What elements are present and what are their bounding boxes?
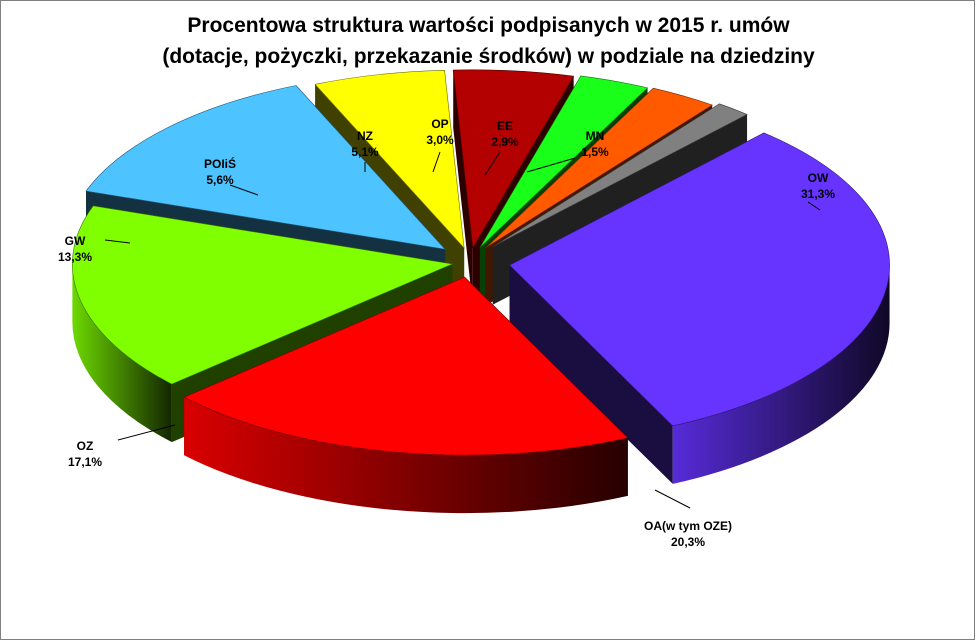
slice-label: OA(w tym OZE)	[643, 519, 733, 533]
slice-label: POIiŚ	[203, 157, 237, 171]
slice-value-label: 31,3%	[800, 187, 836, 201]
slice-label: OP	[431, 117, 449, 131]
slice-label: OW	[807, 171, 829, 185]
slice-label: OZ	[76, 439, 94, 453]
slice-label: EE	[496, 119, 514, 133]
slice-value-label: 2,9%	[491, 135, 519, 149]
chart-subtitle: (dotacje, pożyczki, przekazanie środków) w podziale na dziedziny	[162, 45, 815, 68]
slice-value-label: 5,1%	[351, 145, 379, 159]
slice-value-label: 17,1%	[67, 455, 103, 469]
slice-label: MN	[585, 129, 605, 143]
slice-value-label: 5,6%	[206, 173, 234, 187]
chart-title: Procentowa struktura wartości podpisanych w 2015 r. umów	[187, 14, 790, 37]
slice-value-label: 20,3%	[670, 535, 706, 549]
slice-value-label: 13,3%	[57, 250, 93, 264]
slice-value-label: 1,5%	[581, 145, 609, 159]
leader-line	[655, 490, 690, 508]
slice-value-label: 3,0%	[426, 133, 454, 147]
slice-label: GW	[64, 234, 86, 248]
slice-label: NZ	[357, 129, 373, 143]
